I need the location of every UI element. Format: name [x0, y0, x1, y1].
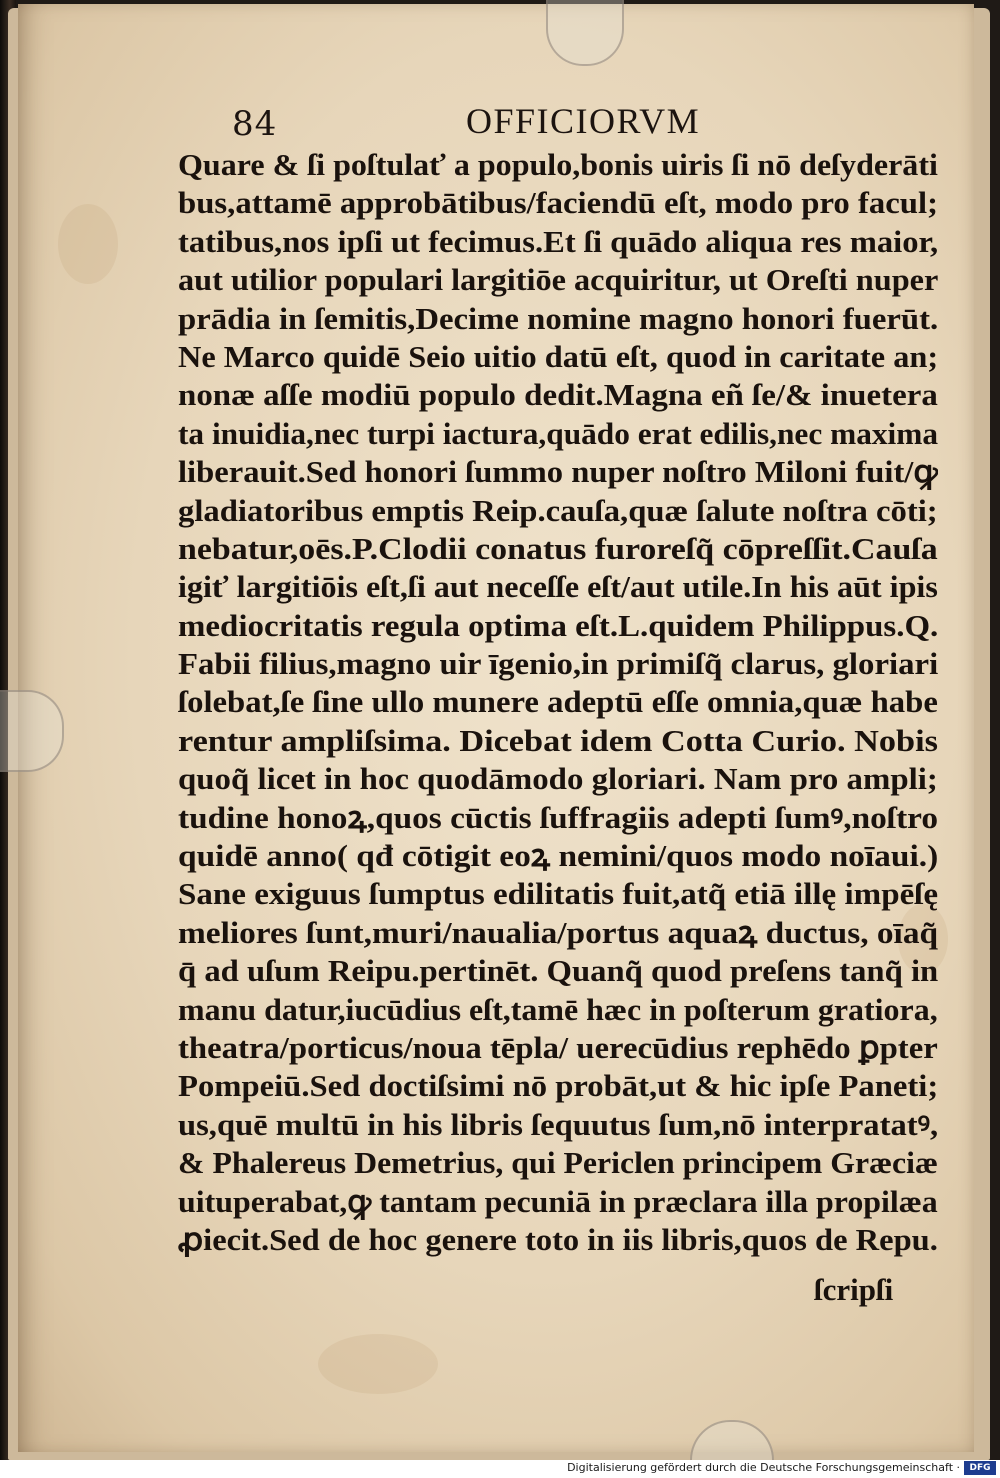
text-line: q̄ ad uſum Reipu.pertinēt. Quanq̃ quod preſens tanq̃ in — [178, 953, 938, 989]
catchword: ſcripſi — [814, 1272, 894, 1307]
text-line: Fabii filius,magno uir īgenio,in primiſq̃ clarus, gloriari — [178, 646, 938, 682]
text-line: ta inuidia,nec turpi iactura,quādo erat edilis,nec maxima — [178, 415, 938, 451]
page-number: 84 — [232, 104, 278, 144]
text-line: & Phalereus Demetrius, qui Periclen principem Græciæ — [178, 1145, 938, 1181]
paper-stain — [58, 204, 118, 284]
text-line: manu datur,iucūdius eſt,tamē hæc in poſterum gratiora, — [178, 991, 938, 1027]
text-line: aut utilior populari largitiōe acquiritur, ut Oreſti nuper — [178, 262, 938, 298]
text-line: bus,attamē approbātibus/faciendū eſt, modo pro facul; — [178, 185, 938, 221]
text-line: igiť largitiōis eſt,ſi aut neceſſe eſt/aut utile.In his aūt ipis — [178, 569, 938, 605]
text-line: mediocritatis regula optima eſt.L.quidem Philippus.Q. — [178, 607, 938, 643]
text-line: uituperabat,ꝙ tantam pecuniā in præclara illa propilæa — [178, 1183, 938, 1219]
text-line: ꝓiecit.Sed de hoc genere toto in iis libris,quos de Repu. — [178, 1221, 938, 1257]
text-line: ſolebat,ſe ſine ullo munere adeptū eſſe omnia,quæ habe — [178, 684, 938, 720]
page-clip-left — [0, 690, 64, 772]
text-line: Quare & ſi poſtulať a populo,bonis uiris ſi nō deſyderāti — [178, 147, 938, 182]
text-line: Pompeiū.Sed doctiſsimi nō probāt,ut & hic ipſe Paneti; — [178, 1068, 938, 1104]
text-line: us,quē multū in his libris ſequutus ſum,nō interpratatꝰ, — [178, 1106, 938, 1142]
body-text — [178, 146, 938, 1259]
text-line: Sane exiguus ſumptus edilitatis fuit,atq̃ etiā illę impēſę — [178, 876, 938, 912]
text-line: tatibus,nos ipſi ut fecimus.Et ſi quādo aliqua res maior, — [178, 223, 938, 259]
text-line: nebatur,oēs.P.Clodii conatus furoreſq̃ cōpreſſit.Cauſa — [178, 530, 938, 566]
paper-stain — [318, 1334, 438, 1394]
text-line: quidē anno( qđ cōtigit eoꝝ nemini/quos modo noīaui.) — [178, 838, 938, 874]
text-line: theatra/porticus/noua tēpla/ uerecūdius rephēdo ꝑpter — [178, 1029, 938, 1065]
text-line: meliores ſunt,muri/naualia/portus aquaꝝ ductus, oīaq̃ — [178, 914, 938, 950]
text-line: gladiatoribus emptis Reip.cauſa,quæ ſalute noſtra cōti; — [178, 492, 938, 528]
text-line: quoq̃ licet in hoc quodāmodo gloriari. Nam pro ampli; — [178, 761, 938, 797]
text-line: nonæ aſſe modiū populo dedit.Magna eñ ſe/& inuetera — [178, 377, 938, 413]
text-line: tudine honoꝝ,quos cūctis ſuffragiis adepti ſumꝰ,noſtro — [178, 799, 938, 835]
dfg-logo: DFG — [964, 1461, 996, 1475]
text-line: prādia in ſemitis,Decime nomine magno honori fuerūt. — [178, 300, 938, 336]
running-title: OFFICIORVM — [466, 101, 701, 141]
text-line: Ne Marco quidē Seio uitio datū eſt, quod in caritate an; — [178, 338, 938, 374]
text-line: liberauit.Sed honori ſummo nuper noſtro Miloni fuit/ꝙ — [178, 454, 938, 490]
digitization-credit: Digitalisierung gefördert durch die Deutsche Forschungsgemeinschaft · — [567, 1461, 960, 1474]
text-line: rentur ampliſsima. Dicebat idem Cotta Curio. Nobis — [178, 722, 938, 758]
